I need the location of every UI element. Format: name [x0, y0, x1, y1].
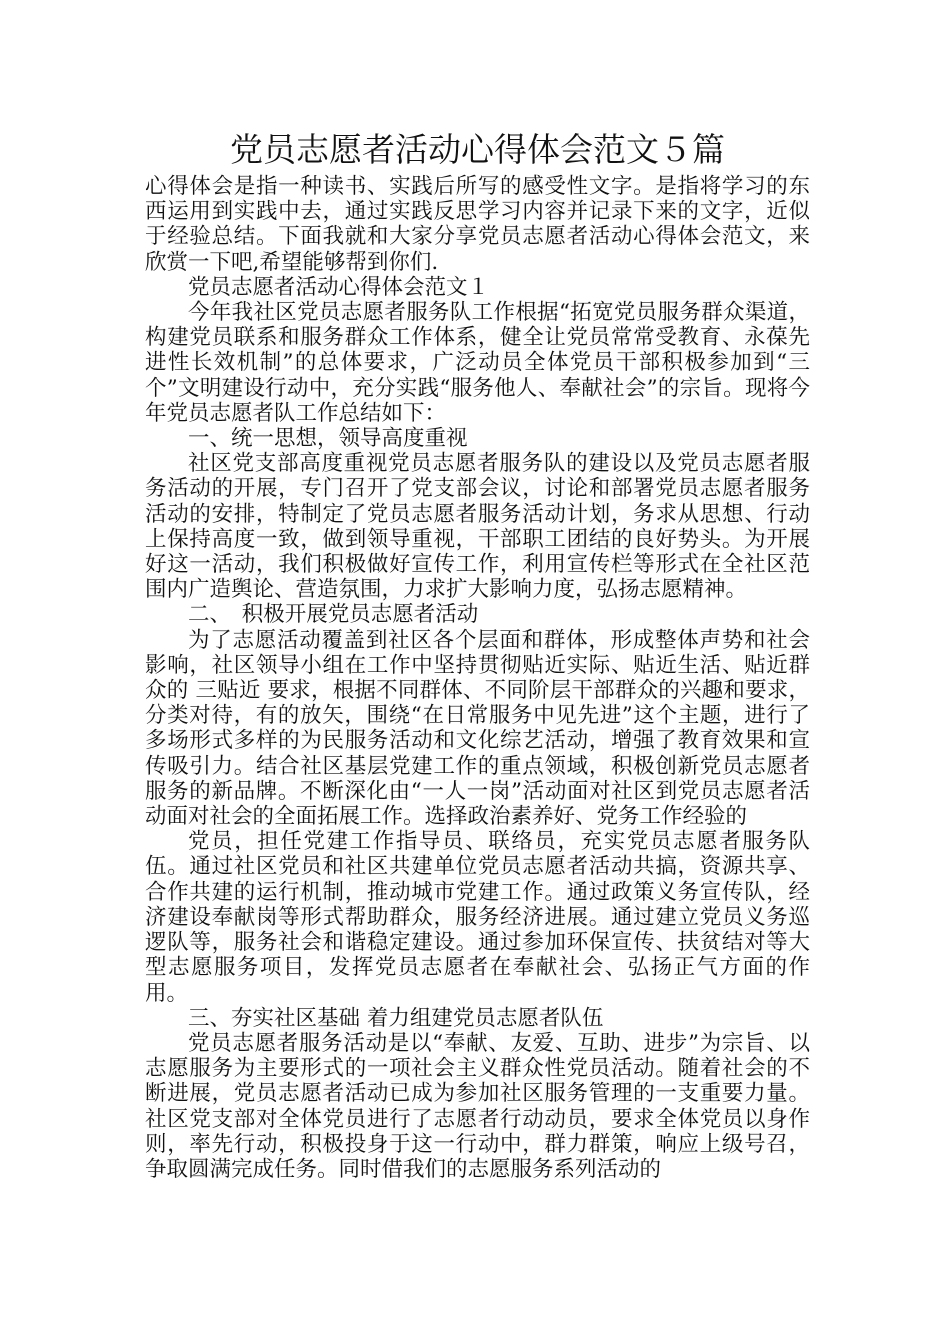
paragraph-intro: 心得体会是指一种读书、实践后所写的感受性文字。是指将学习的东西运用到实践中去，通过实践反思学习内容并记录下来的文字，近似于经验总结。下面我就和大家分享党员志愿者活动心得体会范文，来欣赏一下吧,希望能够帮到你们.: [145, 174, 810, 275]
paragraph-body: 今年我社区党员志愿者服务队工作根据“拓宽党员服务群众渠道，构建党员联系和服务群众工作体系，健全让党员常常受教育、永葆先进性长效机制”的总体要求，广泛动员全体党员干部积极参加到“三个”文明建设行动中，充分实践“服务他人、奉献社会”的宗旨。现将今年党员志愿者队工作总结如下：: [145, 300, 810, 426]
section-heading: 二、 积极开展党员志愿者活动: [188, 602, 479, 628]
paragraph-sample-heading: 党员志愿者活动心得体会范文１: [188, 274, 490, 300]
section-heading: 一、统一思想，领导高度重视: [188, 426, 468, 452]
section-heading: 三、夯实社区基础 着力组建党员志愿者队伍: [188, 1005, 604, 1031]
paragraph-body: 社区党支部高度重视党员志愿者服务队的建设以及党员志愿者服务活动的开展，专门召开了党支部会议，讨论和部署党员志愿者服务活动的安排，特制定了党员志愿者服务活动计划，务求从思想、行动上保持高度一致，做到领导重视，干部职工团结的良好势头。为开展好这一活动，我们积极做好宣传工作，利用宣传栏等形式在全社区范围内广造舆论、营造氛围，力求扩大影响力度，弘扬志愿精神。: [145, 451, 810, 603]
paragraph-body: 党员，担任党建工作指导员、联络员，充实党员志愿者服务队伍。通过社区党员和社区共建单位党员志愿者活动共搞，资源共享、合作共建的运行机制，推动城市党建工作。通过政策义务宣传队，经济建设奉献岗等形式帮助群众，服务经济进展。通过建立党员义务巡逻队等，服务社会和谐稳定建设。通过参加环保宣传、扶贫结对等大型志愿服务项目，发挥党员志愿者在奉献社会、弘扬正气方面的作用。: [145, 829, 810, 1006]
document-title: 党员志愿者活动心得体会范文５篇: [230, 130, 725, 169]
paragraph-body: 党员志愿者服务活动是以“奉献、友爱、互助、进步”为宗旨、以志愿服务为主要形式的一项社会主义群众性党员活动。随着社会的不断进展，党员志愿者活动已成为参加社区服务管理的一支重要力量。社区党支部对全体党员进行了志愿者行动动员，要求全体党员以身作则，率先行动，积极投身于这一行动中，群力群策，响应上级号召，争取圆满完成任务。同时借我们的志愿服务系列活动的: [145, 1030, 810, 1182]
document-page: [145, 126, 810, 1182]
paragraph-body: 为了志愿活动覆盖到社区各个层面和群体，形成整体声势和社会影响，社区领导小组在工作中坚持贯彻贴近实际、贴近生活、贴近群众的 三贴近 要求，根据不同群体、不同阶层干部群众的兴趣和要求，分类对待，有的放矢，围绕“在日常服务中见先进”这个主题，进行了多场形式多样的为民服务活动和文化综艺活动，增强了教育效果和宣传吸引力。结合社区基层党建工作的重点领域，积极创新党员志愿者服务的新品牌。不断深化由“一人一岗”活动面对社区到党员志愿者活动面对社会的全面拓展工作。选择政治素养好、党务工作经验的: [145, 627, 810, 830]
